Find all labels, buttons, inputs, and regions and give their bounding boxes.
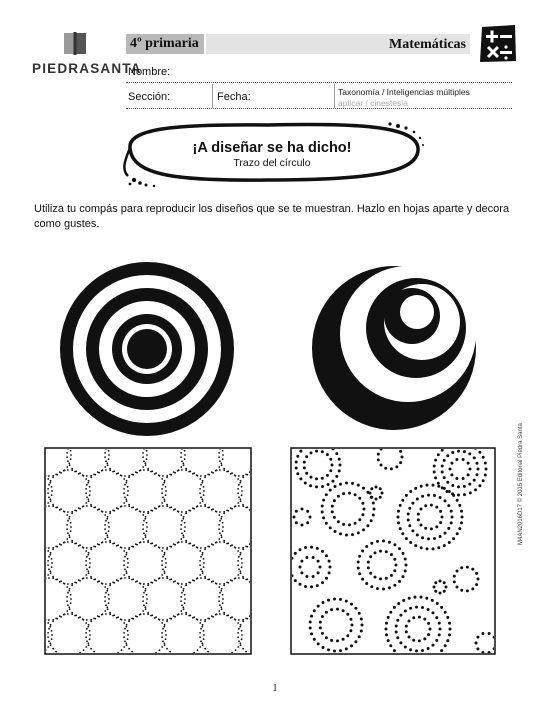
dotted-overlapping-circles-design bbox=[44, 447, 252, 655]
copyright-note: M4AN2016D17 © 2015 Editorial Piedra Santa bbox=[518, 423, 524, 545]
date-label: Fecha: bbox=[217, 91, 251, 103]
section-date-field[interactable] bbox=[126, 108, 512, 109]
divider bbox=[334, 84, 335, 108]
name-label: Nombre: bbox=[128, 66, 171, 78]
instructions-text: Utiliza tu compás para reproducir los diseños que se te muestran. Hazlo en hojas aparte y decora como gustes. bbox=[34, 203, 510, 230]
publisher-logo: PIEDRASANTA bbox=[32, 61, 142, 76]
section-label: Sección: bbox=[128, 91, 171, 103]
activity-title: ¡A diseñar se ha dicho! bbox=[192, 140, 352, 156]
page-number: 1 bbox=[272, 683, 278, 694]
grade-label: 4º primaria bbox=[130, 36, 199, 51]
name-field[interactable] bbox=[126, 82, 512, 83]
divider bbox=[212, 84, 213, 108]
subject-title: Matemáticas bbox=[389, 37, 466, 52]
book-logo-icon bbox=[62, 32, 88, 56]
math-operations-icon bbox=[478, 24, 518, 64]
activity-subtitle: Trazo del círculo bbox=[233, 157, 311, 169]
crescent-circles-design bbox=[304, 256, 484, 436]
taxonomy-label: Taxonomía / Inteligencias múltiples bbox=[338, 87, 470, 97]
concentric-circles-design bbox=[60, 262, 234, 436]
dotted-scattered-circles-design bbox=[290, 447, 496, 655]
taxonomy-subtitle: aplicar / cinestesia bbox=[338, 98, 408, 108]
